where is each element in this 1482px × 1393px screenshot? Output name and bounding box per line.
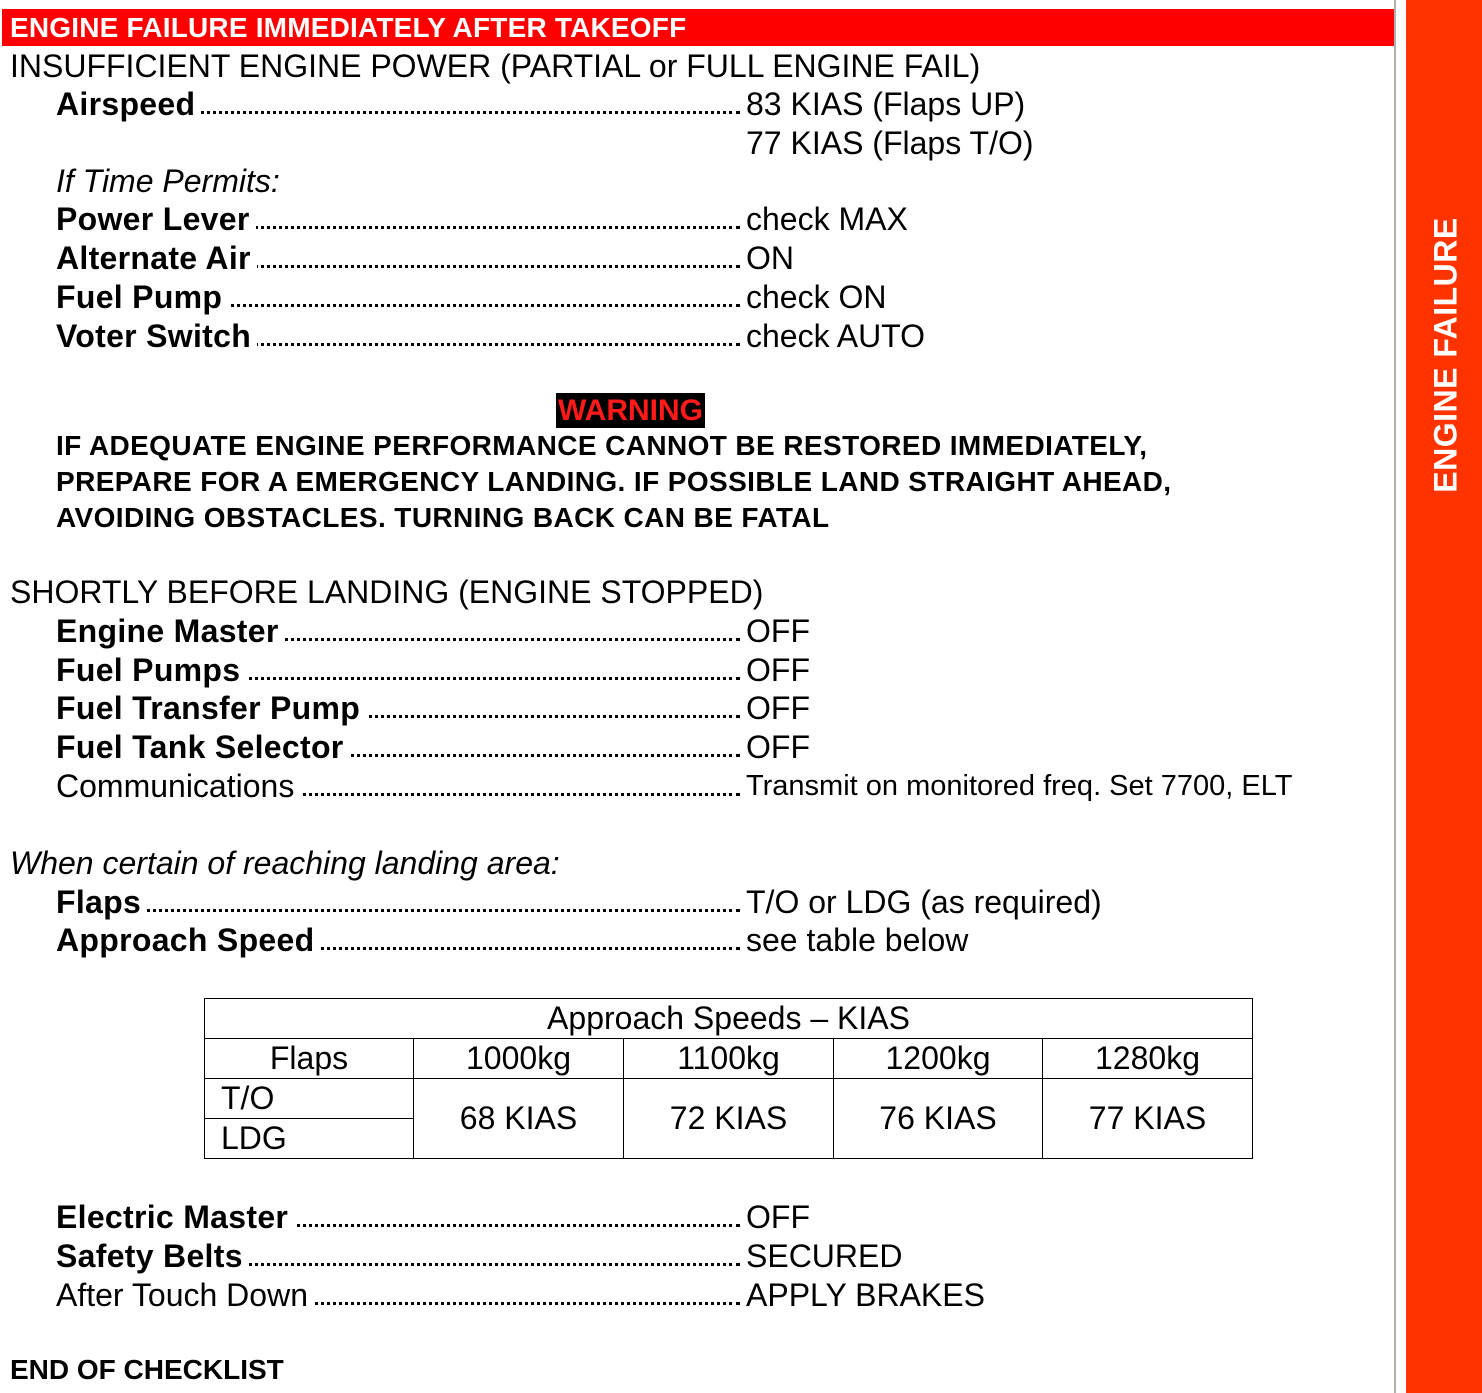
checklist-item-safety-belts — [56, 1237, 1356, 1275]
table-title: Approach Speeds – KIAS — [205, 999, 1253, 1039]
item-value: T/O or LDG (as required) — [746, 884, 1102, 920]
item-value: Transmit on monitored freq. Set 7700, ELT — [746, 770, 1293, 802]
table-header-row — [205, 1039, 1253, 1079]
item-label: Approach Speed — [56, 922, 320, 958]
page-title: ENGINE FAILURE IMMEDIATELY AFTER TAKEOFF — [2, 9, 1394, 46]
if-time-permits-label: If Time Permits: — [56, 163, 280, 199]
checklist-item-fuel-transfer-pump — [56, 689, 1356, 727]
item-value: SECURED — [746, 1238, 903, 1274]
checklist-item-flaps — [56, 883, 1356, 921]
item-label: Safety Belts — [56, 1238, 249, 1274]
checklist-item-approach-speed — [56, 921, 1356, 959]
section-title-before-landing: SHORTLY BEFORE LANDING (ENGINE STOPPED) — [10, 574, 764, 610]
item-label: Alternate Air — [56, 240, 257, 276]
item-label: Fuel Transfer Pump — [56, 690, 366, 726]
item-value: check ON — [746, 279, 887, 315]
warning-line: PREPARE FOR A EMERGENCY LANDING. IF POSSIBLE LAND STRAIGHT AHEAD, — [56, 466, 1172, 497]
checklist-item-engine-master — [56, 612, 1356, 650]
item-label: Fuel Tank Selector — [56, 729, 350, 765]
item-value: 83 KIAS (Flaps UP) — [746, 86, 1026, 122]
item-label: Airspeed — [56, 86, 201, 122]
table-title-row — [205, 999, 1253, 1039]
table-header-cell: 1000kg — [414, 1039, 624, 1079]
item-label: Voter Switch — [56, 318, 257, 354]
warning-badge: WARNING — [558, 394, 703, 427]
item-value: OFF — [746, 613, 810, 649]
section-title-landing-area: When certain of reaching landing area: — [10, 845, 560, 881]
side-tab-label: ENGINE FAILURE — [1427, 217, 1464, 493]
item-value: OFF — [746, 1199, 810, 1235]
warning-line: AVOIDING OBSTACLES. TURNING BACK CAN BE FATAL — [56, 502, 830, 533]
table-flap-cell: LDG — [205, 1119, 414, 1159]
checklist-item-alternate-air — [56, 239, 1356, 277]
table-flap-cell: T/O — [205, 1079, 414, 1119]
checklist-item-electric-master — [56, 1198, 1356, 1236]
table-speed-cell: 77 KIAS — [1043, 1079, 1253, 1159]
item-value: check AUTO — [746, 318, 926, 354]
item-value: OFF — [746, 690, 810, 726]
table-speed-cell: 76 KIAS — [834, 1079, 1043, 1159]
item-value: ON — [746, 240, 794, 276]
side-tab — [1406, 0, 1482, 1393]
item-label: Fuel Pump — [56, 279, 228, 315]
checklist-item-communications — [56, 767, 1356, 805]
end-of-checklist: END OF CHECKLIST — [10, 1354, 284, 1385]
item-label: Electric Master — [56, 1199, 294, 1235]
checklist-item-voter-switch — [56, 317, 1356, 355]
table-header-cell: 1280kg — [1043, 1039, 1253, 1079]
checklist-item-fuel-tank-selector — [56, 728, 1356, 766]
item-value: check MAX — [746, 201, 908, 237]
item-label: Fuel Pumps — [56, 652, 246, 688]
item-value: see table below — [746, 922, 969, 958]
warning-text — [56, 428, 1376, 536]
item-value: OFF — [746, 729, 810, 765]
checklist-item-after-touch-down — [56, 1276, 1356, 1314]
table-header-cell: 1200kg — [834, 1039, 1043, 1079]
item-label: Flaps — [56, 884, 147, 920]
warning-line: IF ADEQUATE ENGINE PERFORMANCE CANNOT BE RESTORED IMMEDIATELY, — [56, 430, 1148, 461]
checklist-item-power-lever — [56, 200, 1356, 238]
item-label: Engine Master — [56, 613, 285, 649]
table-row — [205, 1079, 1253, 1119]
checklist-item-fuel-pumps — [56, 651, 1356, 689]
item-value: 77 KIAS (Flaps T/O) — [746, 125, 1034, 161]
item-label: After Touch Down — [56, 1277, 314, 1313]
table-speed-cell: 72 KIAS — [624, 1079, 834, 1159]
page-divider — [1394, 0, 1396, 1393]
item-label: Communications — [56, 768, 300, 804]
checklist-item-airspeed — [56, 85, 1356, 123]
section-title-insufficient-power: INSUFFICIENT ENGINE POWER (PARTIAL or FULL ENGINE FAIL) — [10, 48, 981, 84]
table-header-cell: Flaps — [205, 1039, 414, 1079]
checklist-item-fuel-pump — [56, 278, 1356, 316]
item-label: Power Lever — [56, 201, 256, 237]
item-value: OFF — [746, 652, 810, 688]
approach-speeds-table — [204, 998, 1253, 1159]
checklist-item-airspeed-2 — [56, 124, 1356, 162]
item-value: APPLY BRAKES — [746, 1277, 985, 1313]
table-speed-cell: 68 KIAS — [414, 1079, 624, 1159]
table-header-cell: 1100kg — [624, 1039, 834, 1079]
